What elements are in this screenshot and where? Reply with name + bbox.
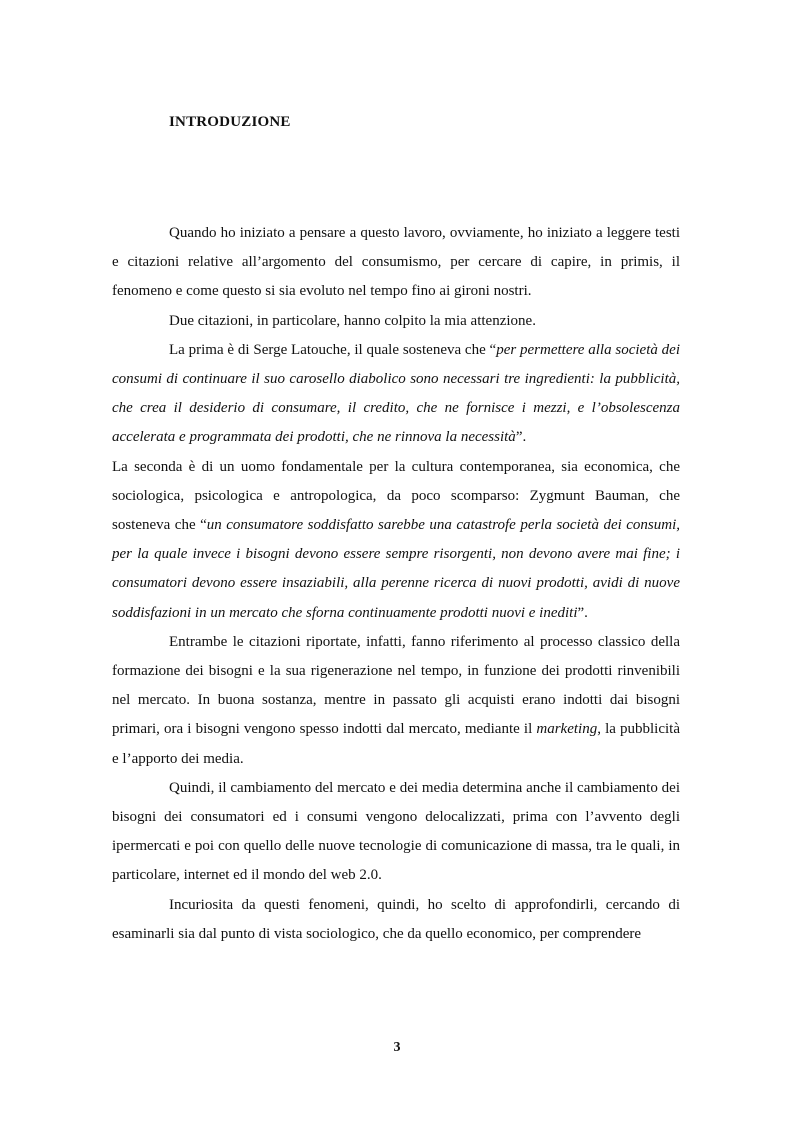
paragraph-4-intro: La seconda è di un uomo fondamentale per la cultura contemporanea, sia economica, che sociologica, psicologica e antropologica, da poco scomparso: Zygmunt Bauman, che sosteneva che “ (112, 458, 680, 534)
paragraph-3-close: ”. (515, 429, 527, 446)
paragraph-3 (112, 336, 680, 453)
marketing-term: marketing (536, 721, 598, 738)
bauman-quote: un consumatore soddisfatto sarebbe una catastrofe perla società dei consumi, per la quale invece i bisogni devono essere sempre risorgenti, non devono avere mai fine; i consumatori devono essere insaziabili, alla perenne ricerca di nuovi prodotti, avidi di nuove soddisfazioni in un mercato che sforna continuamente prodotti nuovi e inediti (112, 517, 680, 621)
page-number: 3 (393, 1040, 401, 1055)
paragraph-5 (112, 628, 680, 774)
body-text (112, 219, 680, 949)
paragraph-4-close: ”. (577, 604, 588, 621)
paragraph-6: Quindi, il cambiamento del mercato e dei media determina anche il cambiamento dei bisogni dei consumatori ed i consumi vengono delocalizzati, prima con l’avvento degli ipermercati e poi con quello delle nuove tecnologie di comunicazione di massa, tra le quali, in particolare, internet ed il mondo del web 2.0. (112, 779, 680, 884)
paragraph-5-text: Entrambe le citazioni riportate, infatti, fanno riferimento al processo classico della formazione dei bisogni e la sua rigenerazione nel tempo, in funzione dei prodotti rinvenibili nel mercato. In buona sostanza, mentre in passato gli acquisti erano indotti dai bisogni primari, ora i bisogni vengono spesso indotti dal mercato, mediante il (112, 633, 680, 738)
paragraph-5-end: , la pubblicità e l’apporto dei media. (112, 721, 680, 767)
paragraph-1: Quando ho iniziato a pensare a questo lavoro, ovviamente, ho iniziato a leggere testi e citazioni relative all’argomento del consumismo, per cercare di capire, in primis, il fenomeno e come questo si sia evoluto nel tempo fino ai gironi nostri. (112, 225, 680, 300)
latouche-quote: per permettere alla società dei consumi di continuare il suo carosello diabolico sono necessari tre ingredienti: la pubblicità, che crea il desiderio di consumare, il credito, che ne fornisce i mezzi, e l’obsolescenza accelerata e programmata dei prodotti, che ne rinnova la necessità (112, 341, 680, 446)
paragraph-3-intro: La prima è di Serge Latouche, il quale sosteneva che “ (169, 341, 497, 358)
section-heading: INTRODUZIONE (169, 114, 291, 130)
paragraph-7: Incuriosita da questi fenomeni, quindi, ho scelto di approfondirli, cercando di esaminarli sia dal punto di vista sociologico, che da quello economico, per comprendere (112, 896, 680, 942)
paragraph-2: Due citazioni, in particolare, hanno colpito la mia attenzione. (169, 312, 536, 329)
paragraph-4 (112, 453, 680, 628)
